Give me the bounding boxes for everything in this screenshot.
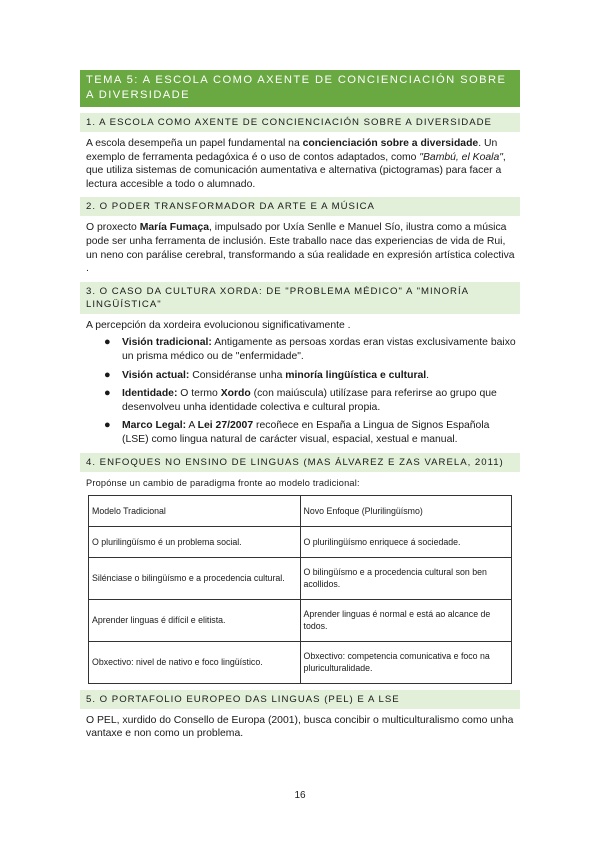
- section-2-heading: 2. O PODER TRANSFORMADOR DA ARTE E A MÚSICA: [80, 197, 520, 216]
- table-row: [89, 641, 512, 683]
- table-row: [89, 557, 512, 599]
- section-5-heading: 5. O PORTAFOLIO EUROPEO DAS LINGUAS (PEL) E A LSE: [80, 690, 520, 709]
- page-number: 16: [294, 790, 306, 801]
- text-run: Considéranse unha: [189, 369, 286, 381]
- section-3-intro: A percepción da xordeira evolucionou significativamente .: [86, 319, 351, 331]
- section-2-paragraph: [80, 221, 520, 275]
- text-run: . Un exemplo de ferramenta pedagóxica é o uso de contos adaptados, como: [86, 138, 498, 163]
- bullet-icon: ●: [104, 336, 111, 349]
- text-run: O proxecto: [86, 222, 140, 234]
- section-4-heading: 4. ENFOQUES NO ENSINO DE LINGUAS (MAS ÁLVAREZ E ZAS VARELA, 2011): [80, 453, 520, 472]
- bold-text: Identidade:: [122, 388, 178, 400]
- text-run: .: [426, 369, 430, 381]
- text-run: A escola desempeña un papel fundamental na: [86, 138, 303, 149]
- bold-text: concienciación sobre a diversidade: [302, 138, 479, 149]
- table-row: [89, 599, 512, 641]
- section-3-bullet-list: [80, 336, 520, 446]
- bold-text: Visión actual:: [122, 369, 190, 381]
- list-item: [104, 368, 520, 383]
- bold-text: María Fumaça: [139, 222, 210, 234]
- table-cell: O plurilingüísmo enriquece á sociedade.: [300, 526, 512, 557]
- bold-text: Xordo: [220, 388, 251, 400]
- table-cell: Silénciase o bilingüísmo e a procedencia cultural.: [89, 557, 301, 599]
- table-cell: Aprender linguas é normal e está ao alcance de todos.: [300, 599, 512, 641]
- table-header-cell: Novo Enfoque (Plurilingüísmo): [300, 495, 512, 526]
- table-cell: Aprender linguas é difícil e elitista.: [89, 599, 301, 641]
- text-run: recoñece en España a Lingua de Signos Española (LSE) como lingua natural de carácter visual, espacial, xestual e manual.: [122, 420, 490, 445]
- section-3-heading: 3. O CASO DA CULTURA XORDA: DE "PROBLEMA MÉDICO" A "MINORÍA LINGÜÍSTICA": [80, 282, 520, 314]
- text-run: O termo: [177, 388, 221, 400]
- text-run: , impulsado por Uxía Senlle e Manuel Sío, ilustra como a música pode ser unha ferramenta de inclusión. Este traballo nace das experiencias de vida de Rui, un neno con parálise cerebral, transformando a súa realidade en expresión artística colectiva .: [86, 222, 515, 275]
- bullet-icon: ●: [104, 387, 111, 400]
- comparison-table: [88, 495, 512, 684]
- document-title: TEMA 5: A ESCOLA COMO AXENTE DE CONCIENCIACIÓN SOBRE A DIVERSIDADE: [80, 70, 520, 107]
- bold-text: Visión tradicional:: [122, 337, 212, 349]
- section-5-paragraph: O PEL, xurdido do Consello de Europa (2001), busca concibir o multiculturalismo como unha vantaxe e non como un problema.: [86, 714, 514, 740]
- table-header-cell: Modelo Tradicional: [89, 495, 301, 526]
- bullet-icon: ●: [104, 368, 111, 381]
- table-row: [89, 526, 512, 557]
- bold-text: Lei 27/2007: [197, 420, 254, 432]
- bullet-icon: ●: [104, 419, 111, 432]
- table-cell: Obxectivo: nivel de nativo e foco lingüístico.: [89, 641, 301, 683]
- list-item: [104, 336, 520, 363]
- bold-text: minoría lingüística e cultural: [285, 369, 427, 381]
- section-1-heading: 1. A ESCOLA COMO AXENTE DE CONCIENCIACIÓN SOBRE A DIVERSIDADE: [80, 113, 520, 132]
- section-4-intro: Propónse un cambio de paradigma fronte ao modelo tradicional:: [86, 477, 360, 488]
- list-item: [104, 419, 520, 446]
- table-header-row: [89, 495, 512, 526]
- text-run: Antigamente as persoas xordas eran vistas exclusivamente baixo un prisma médico ou de "enfermidade".: [122, 337, 516, 362]
- bold-text: Marco Legal:: [122, 420, 187, 432]
- table-cell: O bilingüísmo e a procedencia cultural son ben acollidos.: [300, 557, 512, 599]
- text-run: A: [186, 420, 198, 432]
- list-item: [104, 387, 520, 414]
- text-run: , que utiliza sistemas de comunicación aumentativa e alternativa (pictogramas) para facer a lectura accesible a todo o alumnado.: [86, 151, 506, 190]
- table-cell: Obxectivo: competencia comunicativa e foco na pluriculturalidade.: [300, 641, 512, 683]
- document-page: [80, 70, 520, 741]
- section-1-paragraph: [80, 137, 520, 191]
- text-run: (con maiúscula) utilízase para referirse ao grupo que desenvolveu unha identidade colectiva e cultural propia.: [122, 388, 497, 413]
- italic-text: "Bambú, el Koala": [419, 151, 503, 163]
- table-cell: O plurilingüísmo é un problema social.: [89, 526, 301, 557]
